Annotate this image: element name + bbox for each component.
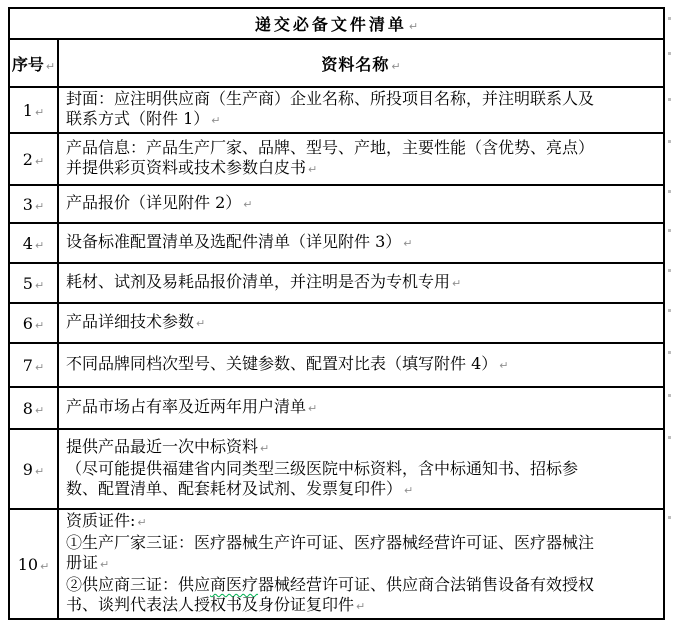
row-number: 5 ↵ [9, 263, 58, 303]
paragraph-mark: ↵ [34, 464, 45, 478]
row-content: 耗材、试剂及易耗品报价清单，并注明是否为专机专用 ↵ [58, 263, 664, 303]
paragraph-mark: ↵ [100, 558, 110, 571]
paragraph-mark: ↵ [196, 317, 206, 330]
cell-end-mark [668, 98, 671, 101]
table-title-text: 递交必备文件清单 [254, 15, 407, 34]
paragraph-mark: ↵ [308, 402, 318, 415]
cell-end-mark [668, 17, 671, 20]
table-row [9, 509, 664, 619]
row-number: 10 ↵ [9, 509, 58, 619]
table-row [9, 343, 664, 387]
paragraph-mark: ↵ [452, 277, 462, 290]
paragraph-mark: ↵ [34, 238, 45, 252]
paragraph-mark: ↵ [243, 198, 253, 211]
table-row [9, 303, 664, 343]
paragraph-mark: ↵ [211, 114, 221, 127]
row-content: 产品市场占有率及近两年用户清单 ↵ [58, 387, 664, 429]
table-row [9, 263, 664, 303]
paragraph-mark: ↵ [34, 154, 45, 168]
paragraph-mark: ↵ [34, 199, 45, 213]
row-content: 设备标准配置清单及选配件清单（详见附件 3） ↵ [58, 223, 664, 263]
table-row [9, 185, 664, 223]
paragraph-mark: ↵ [45, 59, 56, 73]
row-content: 产品详细技术参数 ↵ [58, 303, 664, 343]
table-row [9, 429, 664, 509]
paragraph-mark: ↵ [403, 237, 413, 250]
row-content: 不同品牌同档次型号、关键参数、配置对比表（填写附件 4） ↵ [58, 343, 664, 387]
paragraph-mark: ↵ [391, 59, 401, 73]
row-number: 7 ↵ [9, 343, 58, 387]
cell-end-mark [668, 140, 671, 143]
row-content: 资质证件: ↵ ①生产厂家三证：医疗器械生产许可证、医疗器械经营许可证、医疗器械注 册证 ↵ ②供应商三证：供应商医疗器械经营许可证、供应商合法销售设备有效授权 书、谈判代表法人授权书及身份证复印件 ↵ [58, 509, 664, 619]
col-header-no [9, 39, 58, 87]
cell-end-mark [668, 351, 671, 354]
row-number: 3 ↵ [9, 185, 58, 223]
row-number: 4 ↵ [9, 223, 58, 263]
col-header-no-text: 序号 [11, 54, 44, 74]
paragraph-mark: ↵ [34, 360, 45, 374]
spellcheck-underlined-text: 商医疗 [210, 575, 259, 594]
title-row [9, 8, 664, 39]
cell-end-mark [668, 190, 671, 193]
paragraph-mark: ↵ [34, 105, 45, 119]
row-number: 1 ↵ [9, 87, 58, 133]
header-row [9, 39, 664, 87]
row-content: 产品信息：产品生产厂家、品牌、型号、产地，主要性能（含优势、亮点） 并提供彩页资料或技术参数白皮书 ↵ [58, 133, 664, 185]
paragraph-mark: ↵ [34, 318, 45, 332]
row-number: 9 ↵ [9, 429, 58, 509]
table-row [9, 87, 664, 133]
cell-end-mark [668, 309, 671, 312]
paragraph-mark: ↵ [404, 484, 414, 497]
document-table [8, 7, 665, 620]
row-content: 封面：应注明供应商（生产商）企业名称、所投项目名称，并注明联系人及 联系方式（附件 1） ↵ [58, 87, 664, 133]
row-content: 提供产品最近一次中标资料 ↵ （尽可能提供福建省内同类型三级医院中标资料，含中标通知书、招标参 数、配置清单、配套耗材及试剂、发票复印件） ↵ [58, 429, 664, 509]
cell-end-mark [668, 52, 671, 55]
table-title [9, 8, 664, 39]
paragraph-mark: ↵ [34, 403, 45, 417]
paragraph-mark: ↵ [40, 559, 50, 573]
col-header-name [58, 39, 664, 87]
row-number: 2 ↵ [9, 133, 58, 185]
table-row [9, 223, 664, 263]
paragraph-mark: ↵ [308, 163, 318, 176]
paragraph-mark: ↵ [408, 20, 419, 33]
cell-end-mark [668, 269, 671, 272]
cell-end-mark [668, 516, 671, 519]
col-header-name-text: 资料名称 [321, 54, 390, 74]
table-row [9, 387, 664, 429]
table-row [9, 133, 664, 185]
paragraph-mark: ↵ [34, 278, 45, 292]
row-content: 产品报价（详见附件 2） ↵ [58, 185, 664, 223]
row-number: 8 ↵ [9, 387, 58, 429]
paragraph-mark: ↵ [499, 359, 509, 372]
cell-end-mark [668, 394, 671, 397]
paragraph-mark: ↵ [260, 442, 270, 455]
row-number: 6 ↵ [9, 303, 58, 343]
cell-end-mark [668, 436, 671, 439]
cell-end-mark [668, 229, 671, 232]
paragraph-mark: ↵ [137, 516, 147, 529]
paragraph-mark: ↵ [356, 600, 366, 613]
